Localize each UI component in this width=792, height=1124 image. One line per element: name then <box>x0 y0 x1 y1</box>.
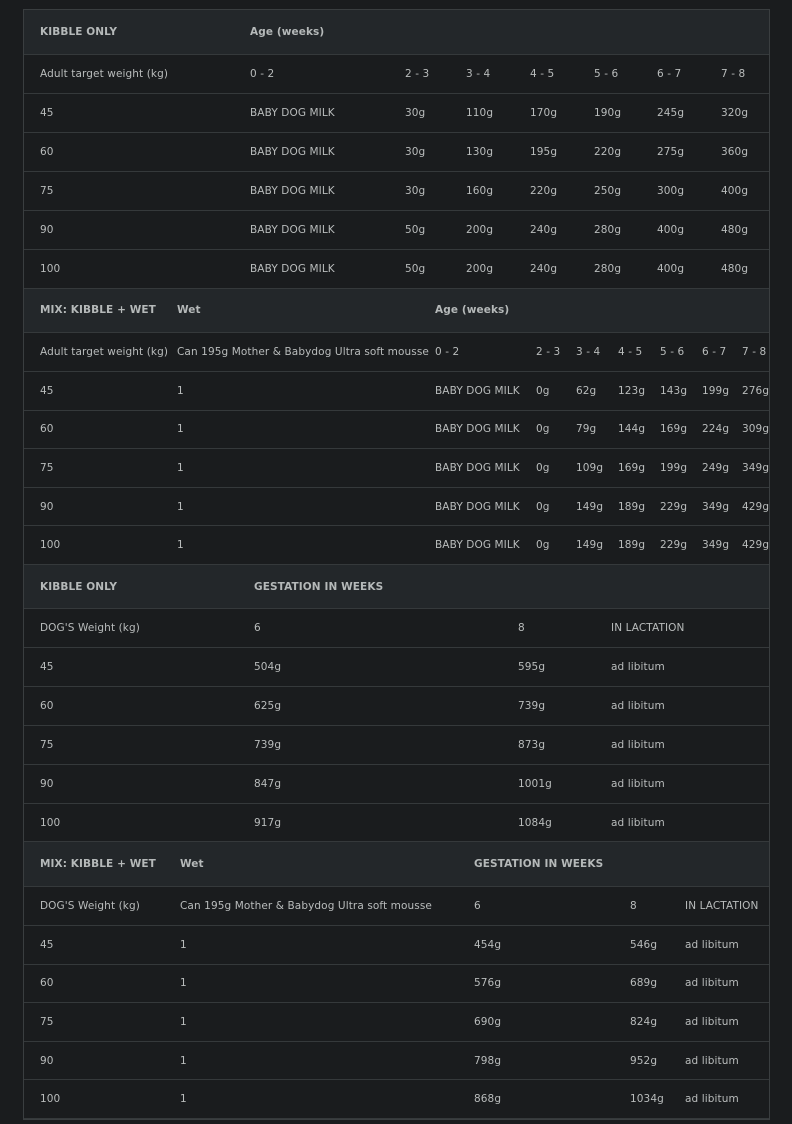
table-row <box>24 964 769 1003</box>
table-row <box>24 1080 769 1119</box>
table-cell: 0g <box>536 500 550 513</box>
table-row <box>24 487 769 526</box>
col-week: 6 <box>254 622 261 635</box>
table-cell: 917g <box>254 816 282 829</box>
table-cell: 0g <box>536 461 550 474</box>
table-cell: 309g <box>742 423 770 436</box>
table-cell: ad libitum <box>611 816 665 829</box>
table-cell: 1 <box>177 384 184 397</box>
col-age: 3 - 4 <box>466 67 491 80</box>
table-cell: 90 <box>40 1054 54 1067</box>
col-age: 2 - 3 <box>405 67 430 80</box>
table-row <box>24 171 769 210</box>
table-cell: 320g <box>721 106 749 119</box>
col-lactation: IN LACTATION <box>685 899 759 912</box>
table-cell: 1 <box>177 423 184 436</box>
table-cell: 30g <box>405 145 426 158</box>
col-age: 3 - 4 <box>576 346 601 358</box>
table-cell: 824g <box>630 1015 658 1028</box>
table-cell: 689g <box>630 977 658 990</box>
table-cell: 75 <box>40 738 54 751</box>
table-cell: 195g <box>530 145 558 158</box>
table-cell: BABY DOG MILK <box>435 500 520 513</box>
table-cell: 1 <box>180 1054 187 1067</box>
table-row <box>24 1041 769 1080</box>
col-dog-weight: DOG'S Weight (kg) <box>40 899 140 912</box>
table-cell: 199g <box>702 384 730 397</box>
table-cell: 1001g <box>518 777 552 790</box>
table-cell: BABY DOG MILK <box>435 461 520 474</box>
table-row <box>24 372 769 411</box>
col-dog-weight: DOG'S Weight (kg) <box>40 622 140 635</box>
table-cell: 280g <box>594 223 622 236</box>
table-cell: BABY DOG MILK <box>250 106 335 119</box>
table-cell: BABY DOG MILK <box>435 539 520 552</box>
table-row <box>24 648 769 687</box>
table-cell: 546g <box>630 938 658 951</box>
kibble-gestation-header <box>24 565 769 609</box>
table-cell: 60 <box>40 977 54 990</box>
table-row <box>24 93 769 132</box>
section-title: MIX: KIBBLE + WET <box>40 304 156 317</box>
col-age: 0 - 2 <box>435 346 460 358</box>
kibble-puppy-table <box>24 10 769 289</box>
table-cell: 169g <box>618 461 646 474</box>
column-header-row <box>24 54 769 93</box>
table-row <box>24 726 769 765</box>
table-row <box>24 249 769 288</box>
col-week: 8 <box>630 899 637 912</box>
table-cell: 280g <box>594 262 622 275</box>
table-cell: 50g <box>405 223 426 236</box>
table-cell: 60 <box>40 700 54 713</box>
table-cell: 360g <box>721 145 749 158</box>
col-adult-weight: Adult target weight (kg) <box>40 67 169 80</box>
col-week: 8 <box>518 622 525 635</box>
table-cell: 349g <box>702 500 730 513</box>
col-age: 5 - 6 <box>660 346 685 358</box>
table-cell: 45 <box>40 938 54 951</box>
mix-gestation-table <box>24 842 769 1118</box>
table-cell: 100 <box>40 262 61 275</box>
table-cell: 245g <box>657 106 685 119</box>
age-weeks-label: Age (weeks) <box>250 25 325 38</box>
table-cell: 349g <box>742 461 770 474</box>
wet-label: Wet <box>177 304 201 317</box>
table-cell: 199g <box>660 461 688 474</box>
feeding-tables <box>23 9 770 1120</box>
table-cell: 30g <box>405 106 426 119</box>
table-cell: 739g <box>254 738 282 751</box>
section-title: KIBBLE ONLY <box>40 580 118 593</box>
table-cell: 429g <box>742 539 770 552</box>
col-age: 5 - 6 <box>594 67 619 80</box>
table-cell: 149g <box>576 539 604 552</box>
table-cell: 45 <box>40 384 54 397</box>
col-age: 2 - 3 <box>536 346 561 358</box>
table-row <box>24 803 769 842</box>
table-cell: ad libitum <box>685 977 739 990</box>
table-cell: 130g <box>466 145 494 158</box>
age-weeks-label: Age (weeks) <box>435 304 510 317</box>
table-cell: 220g <box>594 145 622 158</box>
table-cell: 240g <box>530 223 558 236</box>
table-cell: ad libitum <box>685 938 739 951</box>
table-cell: ad libitum <box>611 661 665 674</box>
table-cell: 45 <box>40 661 54 674</box>
table-cell: 45 <box>40 106 54 119</box>
col-wet-can: Can 195g Mother & Babydog Ultra soft mousse <box>177 346 429 358</box>
table-row <box>24 410 769 449</box>
table-cell: 170g <box>530 106 558 119</box>
table-cell: 90 <box>40 223 54 236</box>
table-row <box>24 925 769 964</box>
col-age: 6 - 7 <box>702 346 727 358</box>
table-cell: 79g <box>576 423 597 436</box>
table-row <box>24 764 769 803</box>
table-cell: 595g <box>518 661 546 674</box>
gestation-label: GESTATION IN WEEKS <box>474 858 604 871</box>
table-row <box>24 132 769 171</box>
table-cell: 1 <box>177 539 184 552</box>
col-lactation: IN LACTATION <box>611 622 685 635</box>
table-cell: 1 <box>180 1015 187 1028</box>
table-cell: 200g <box>466 223 494 236</box>
table-cell: 480g <box>721 262 749 275</box>
table-cell: 1084g <box>518 816 552 829</box>
table-cell: BABY DOG MILK <box>435 384 520 397</box>
table-cell: ad libitum <box>685 1093 739 1106</box>
wet-label: Wet <box>180 858 204 871</box>
table-cell: 0g <box>536 539 550 552</box>
table-cell: 144g <box>618 423 646 436</box>
col-adult-weight: Adult target weight (kg) <box>40 346 169 358</box>
table-cell: BABY DOG MILK <box>250 184 335 197</box>
mix-puppy-table <box>24 289 769 565</box>
section-title: MIX: KIBBLE + WET <box>40 858 156 871</box>
table-cell: 952g <box>630 1054 658 1067</box>
table-cell: 90 <box>40 777 54 790</box>
table-cell: 576g <box>474 977 502 990</box>
col-week: 6 <box>474 899 481 912</box>
table-cell: 276g <box>742 384 770 397</box>
table-cell: ad libitum <box>611 700 665 713</box>
table-cell: 1 <box>180 977 187 990</box>
table-cell: 200g <box>466 262 494 275</box>
mix-gestation-header <box>24 842 769 886</box>
table-cell: BABY DOG MILK <box>435 423 520 436</box>
table-cell: BABY DOG MILK <box>250 145 335 158</box>
table-cell: 110g <box>466 106 494 119</box>
col-age: 0 - 2 <box>250 67 275 80</box>
table-cell: ad libitum <box>685 1054 739 1067</box>
table-cell: 123g <box>618 384 646 397</box>
table-cell: 50g <box>405 262 426 275</box>
table-cell: 149g <box>576 500 604 513</box>
table-cell: 250g <box>594 184 622 197</box>
col-wet-can: Can 195g Mother & Babydog Ultra soft mousse <box>180 899 432 912</box>
table-cell: 873g <box>518 738 546 751</box>
table-cell: 75 <box>40 184 54 197</box>
table-cell: 143g <box>660 384 688 397</box>
table-cell: 400g <box>657 262 685 275</box>
table-cell: 160g <box>466 184 494 197</box>
table-cell: ad libitum <box>685 1015 739 1028</box>
table-row <box>24 210 769 249</box>
column-header-row <box>24 333 769 372</box>
table-cell: 625g <box>254 700 282 713</box>
table-cell: 690g <box>474 1015 502 1028</box>
table-cell: 189g <box>618 539 646 552</box>
table-cell: 109g <box>576 461 604 474</box>
table-cell: 400g <box>657 223 685 236</box>
column-header-row <box>24 886 769 925</box>
table-cell: 847g <box>254 777 282 790</box>
table-cell: 300g <box>657 184 685 197</box>
table-row <box>24 1003 769 1042</box>
table-cell: 1 <box>180 938 187 951</box>
col-age: 4 - 5 <box>530 67 555 80</box>
column-header-row <box>24 609 769 648</box>
table-cell: 90 <box>40 500 54 513</box>
table-cell: 224g <box>702 423 730 436</box>
mix-puppy-header <box>24 289 769 333</box>
table-cell: 60 <box>40 145 54 158</box>
table-cell: 100 <box>40 1093 61 1106</box>
table-cell: 1034g <box>630 1093 664 1106</box>
table-cell: 100 <box>40 816 61 829</box>
table-cell: 249g <box>702 461 730 474</box>
table-cell: 229g <box>660 500 688 513</box>
gestation-label: GESTATION IN WEEKS <box>254 580 384 593</box>
table-cell: BABY DOG MILK <box>250 262 335 275</box>
table-cell: 100 <box>40 539 61 552</box>
table-cell: 739g <box>518 700 546 713</box>
kibble-gestation-table <box>24 565 769 842</box>
table-cell: 229g <box>660 539 688 552</box>
table-cell: 454g <box>474 938 502 951</box>
col-age: 6 - 7 <box>657 67 682 80</box>
col-age: 7 - 8 <box>721 67 746 80</box>
table-cell: 429g <box>742 500 770 513</box>
table-cell: 75 <box>40 461 54 474</box>
table-cell: 1 <box>177 500 184 513</box>
table-row <box>24 526 769 565</box>
table-cell: 504g <box>254 661 282 674</box>
table-cell: 400g <box>721 184 749 197</box>
table-cell: 220g <box>530 184 558 197</box>
table-cell: 75 <box>40 1015 54 1028</box>
table-cell: 868g <box>474 1093 502 1106</box>
table-cell: 275g <box>657 145 685 158</box>
table-row <box>24 449 769 488</box>
table-cell: 60 <box>40 423 54 436</box>
table-cell: BABY DOG MILK <box>250 223 335 236</box>
table-cell: ad libitum <box>611 738 665 751</box>
table-cell: 349g <box>702 539 730 552</box>
table-cell: 240g <box>530 262 558 275</box>
table-cell: 1 <box>180 1093 187 1106</box>
table-cell: 480g <box>721 223 749 236</box>
col-age: 4 - 5 <box>618 346 643 358</box>
section-title: KIBBLE ONLY <box>40 25 118 38</box>
table-cell: 169g <box>660 423 688 436</box>
table-cell: 190g <box>594 106 622 119</box>
table-row <box>24 687 769 726</box>
table-cell: 0g <box>536 384 550 397</box>
table-cell: 1 <box>177 461 184 474</box>
table-cell: 798g <box>474 1054 502 1067</box>
table-cell: 62g <box>576 384 597 397</box>
table-cell: 30g <box>405 184 426 197</box>
table-cell: 189g <box>618 500 646 513</box>
kibble-puppy-header <box>24 10 769 54</box>
table-cell: 0g <box>536 423 550 436</box>
col-age: 7 - 8 <box>742 346 767 358</box>
table-cell: ad libitum <box>611 777 665 790</box>
